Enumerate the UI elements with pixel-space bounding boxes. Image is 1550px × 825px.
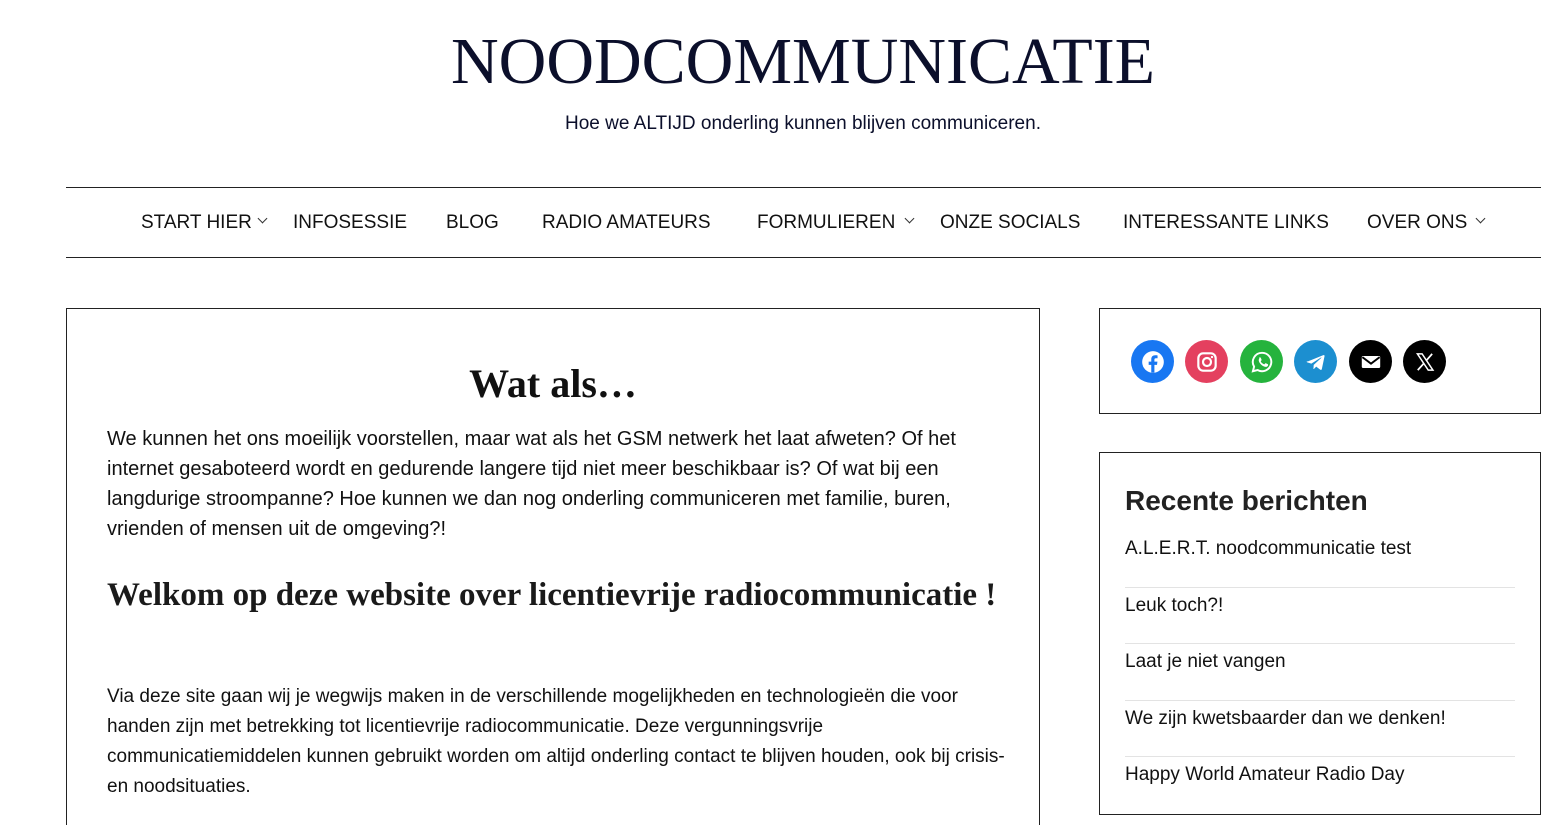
recent-post-link[interactable]: Laat je niet vangen (1125, 644, 1515, 701)
x-link[interactable] (1403, 340, 1446, 383)
email-link[interactable] (1349, 340, 1392, 383)
nav-item-start-hier[interactable] (141, 188, 252, 257)
nav-item-blog[interactable] (446, 188, 499, 257)
nav-item-label: START HIER (141, 212, 252, 233)
main-content (66, 308, 1040, 825)
recent-posts-list (1125, 531, 1515, 814)
chevron-down-icon[interactable] (258, 214, 268, 224)
nav-item-formulieren[interactable] (757, 188, 895, 257)
recent-post-link[interactable]: A.L.E.R.T. noodcommunicatie test (1125, 531, 1515, 588)
recent-post-link[interactable]: Happy World Amateur Radio Day (1125, 764, 1405, 785)
nav-item-interessante-links[interactable] (1123, 188, 1329, 257)
chevron-down-icon[interactable] (905, 214, 915, 224)
site-title[interactable]: NOODCOMMUNICATIE (451, 25, 1155, 98)
mail-icon (1358, 349, 1384, 375)
nav-item-over-ons[interactable] (1367, 188, 1467, 257)
welcome-paragraph: Via deze site gaan wij je wegwijs maken in de verschillende mogelijkheden en technologieën die voor handen zijn met betrekking tot licentievrije radiocommunicatie. Deze vergunningsvrije communicatiemiddelen kunnen gebruikt worden om altijd onderling contact te blijven houden, ook bij crisis- en noodsituaties. (107, 686, 1005, 797)
telegram-icon (1303, 349, 1329, 375)
chevron-down-icon[interactable] (1476, 214, 1486, 224)
recent-posts-widget (1099, 452, 1541, 815)
nav-item-radio-amateurs[interactable] (542, 188, 711, 257)
nav-item-infosessie[interactable] (293, 188, 407, 257)
intro-paragraph: We kunnen het ons moeilijk voorstellen, maar wat als het GSM netwerk het laat afweten? Of het internet gesaboteerd wordt en gedurende langere tijd niet meer beschikbaar is? Of wat bij een langdurige stroompanne? Hoe kunnen we dan nog onderling communiceren met familie, buren, vrienden of mensen uit de omgeving?! (107, 428, 956, 540)
facebook-link[interactable] (1131, 340, 1174, 383)
recent-posts-title: Recente berichten (1125, 485, 1368, 516)
social-links-widget (1099, 308, 1541, 414)
page-title: Wat als… (469, 361, 637, 406)
facebook-icon (1140, 349, 1166, 375)
nav-item-label: INTERESSANTE LINKS (1123, 212, 1329, 233)
telegram-link[interactable] (1294, 340, 1337, 383)
nav-item-label: RADIO AMATEURS (542, 212, 711, 233)
recent-post-link[interactable]: Leuk toch?! (1125, 588, 1515, 645)
nav-item-label: OVER ONS (1367, 212, 1468, 233)
x-icon (1412, 349, 1438, 375)
whatsapp-icon (1249, 349, 1275, 375)
site-tagline: Hoe we ALTIJD onderling kunnen blijven communiceren. (565, 113, 1041, 134)
instagram-icon (1194, 349, 1220, 375)
nav-item-onze-socials[interactable] (940, 188, 1080, 257)
recent-post-link[interactable]: We zijn kwetsbaarder dan we denken! (1125, 701, 1515, 758)
nav-item-label: BLOG (446, 212, 499, 233)
nav-item-label: INFOSESSIE (293, 212, 408, 233)
whatsapp-link[interactable] (1240, 340, 1283, 383)
welcome-heading: Welkom op deze website over licentievrije radiocommunicatie ! (107, 577, 997, 613)
nav-item-label: FORMULIEREN (757, 212, 896, 233)
main-navigation (66, 187, 1541, 258)
instagram-link[interactable] (1185, 340, 1228, 383)
nav-item-label: ONZE SOCIALS (940, 212, 1081, 233)
